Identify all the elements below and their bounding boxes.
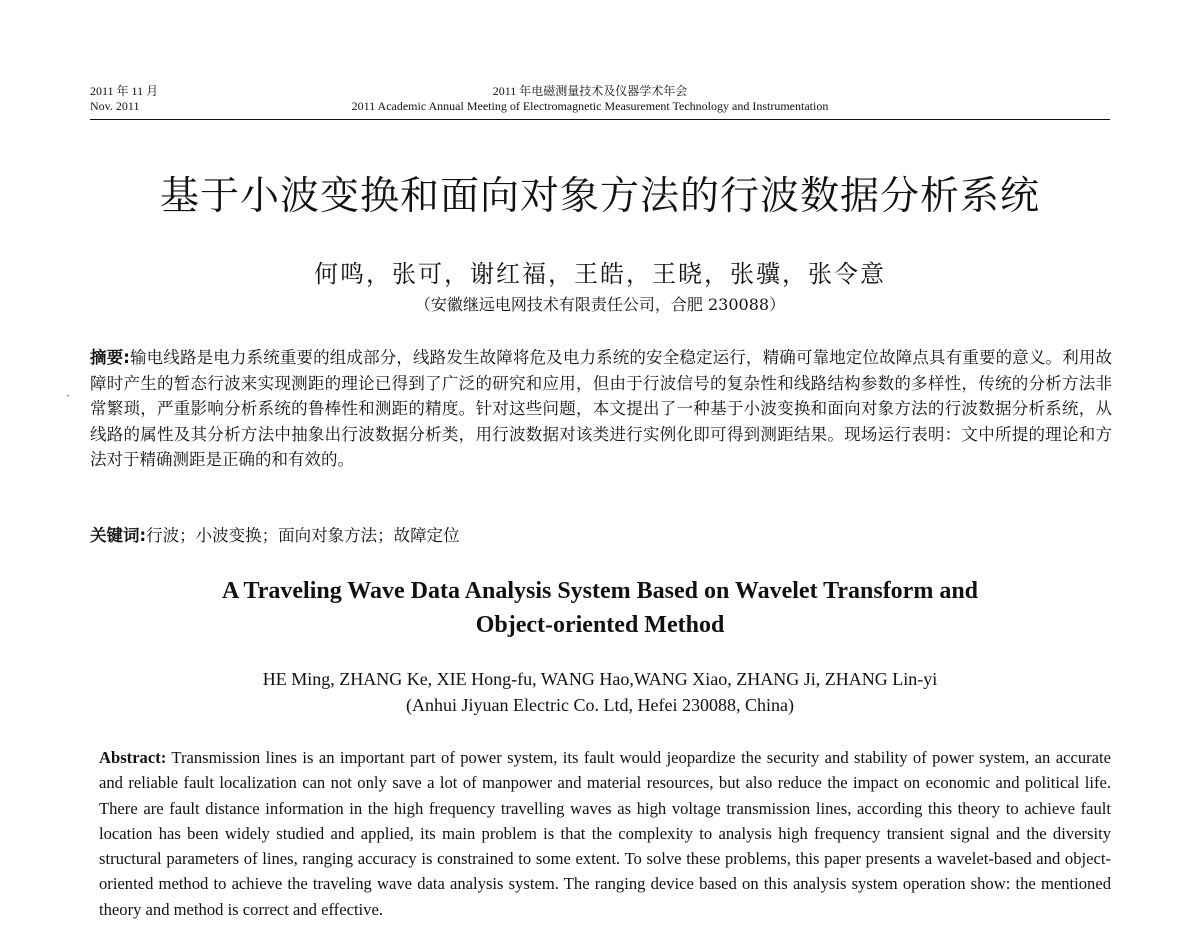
page-header bbox=[90, 84, 1090, 124]
authors-en: HE Ming, ZHANG Ke, XIE Hong-fu, WANG Hao,WANG Xiao, ZHANG Ji, ZHANG Lin-yi bbox=[262, 669, 938, 689]
abstract-en-body: Transmission lines is an important part of power system, its fault would jeopardize the security and stability of power system, an accurate and reliable fault localization can not only save a lot of manpower and material resources, but also reduce the impact on economic and political life. There are fault distance information in the high frequency travelling waves as high voltage transmission lines, according this theory to achieve fault location has been widely studied and applied, its main problem is that the complexity to analysis high frequency transient signal and the diversity structural parameters of lines, ranging accuracy is constrained to some extent. To solve these problems, this paper presents a wavelet-based and object-oriented method to achieve the traveling wave data analysis system. The ranging device based on this analysis system operation show: the mentioned theory and method is correct and effective. bbox=[99, 748, 1111, 919]
header-conference-cn: 2011 年电磁测量技术及仪器学术年会 bbox=[492, 84, 688, 98]
affiliation-en: (Anhui Jiyuan Electric Co. Ltd, Hefei 230088, China) bbox=[406, 695, 794, 715]
header-date-en: Nov. 2011 bbox=[90, 99, 140, 113]
abstract-cn-body: 输电线路是电力系统重要的组成部分，线路发生故障将危及电力系统的安全稳定运行，精确可靠地定位故障点具有重要的意义。利用故障时产生的暂态行波来实现测距的理论已得到了广泛的研究和应用，但由于行波信号的复杂性和线路结构参数的多样性，传统的分析方法非常繁琐，严重影响分析系统的鲁棒性和测距的精度。针对这些问题，本文提出了一种基于小波变换和面向对象方法的行波数据分析系统，从线路的属性及其分析方法中抽象出行波数据分析类，用行波数据对该类进行实例化即可得到测距结果。现场运行表明：文中所提的理论和方法对于精确测距是正确的和有效的。 bbox=[90, 348, 1112, 470]
paper-title-en-line1: A Traveling Wave Data Analysis System Based on Wavelet Transform and bbox=[221, 578, 979, 604]
margin-mark: · bbox=[66, 389, 70, 403]
abstract-cn-label: 摘要: bbox=[90, 348, 130, 367]
paper-title-en bbox=[0, 574, 1200, 642]
keywords-cn-body: 行波；小波变换；面向对象方法；故障定位 bbox=[146, 526, 460, 545]
paper-title-cn: 基于小波变换和面向对象方法的行波数据分析系统 bbox=[159, 174, 1040, 219]
abstract-cn bbox=[90, 345, 1112, 473]
header-date-cn: 2011 年 11 月 bbox=[90, 84, 159, 98]
keywords-cn bbox=[90, 524, 1112, 548]
header-divider bbox=[90, 119, 1110, 120]
header-conference bbox=[90, 84, 1090, 114]
abstract-en bbox=[99, 745, 1111, 922]
header-conference-en: 2011 Academic Annual Meeting of Electromagnetic Measurement Technology and Instrumentation bbox=[351, 99, 829, 113]
paper-title-en-line2: Object-oriented Method bbox=[475, 612, 725, 638]
authors-cn: 何鸣，张可，谢红福，王皓，王晓，张骥，张令意 bbox=[314, 260, 886, 288]
affiliation-cn: （安徽继远电网技术有限责任公司，合肥 230088） bbox=[414, 295, 786, 314]
keywords-cn-label: 关键词: bbox=[90, 526, 147, 545]
abstract-en-label: Abstract: bbox=[99, 748, 167, 767]
